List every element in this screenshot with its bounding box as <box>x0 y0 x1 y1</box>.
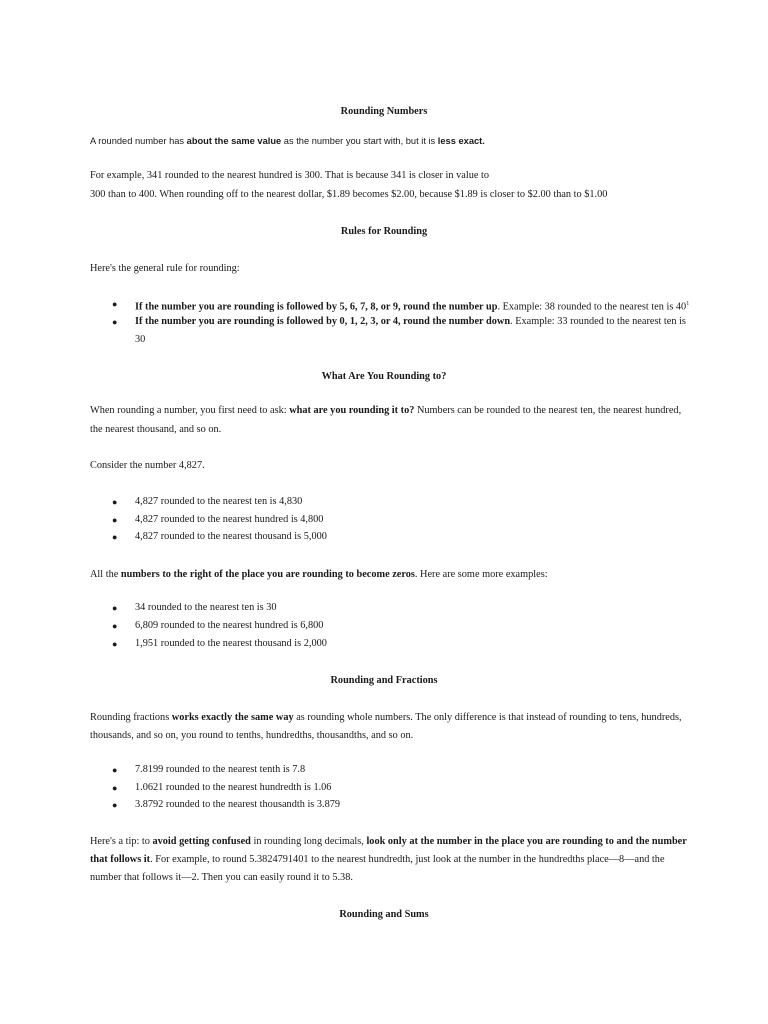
text-run: Here's a tip: to <box>90 836 153 847</box>
text-run: Rounding fractions <box>90 712 172 723</box>
text-run: as the number you start with, but it is <box>281 136 438 146</box>
list-item <box>112 799 341 811</box>
list-item <box>112 764 306 776</box>
bold-text: If the number you are rounding is followed by 0, 1, 2, 3, or 4, round the number down <box>135 316 511 327</box>
text-run: . Example: 33 rounded to the nearest ten is <box>510 316 686 327</box>
footnote-ref: 1 <box>686 301 690 307</box>
text-run: Consider the number 4,827. <box>90 460 205 471</box>
paragraph-line <box>90 836 687 848</box>
paragraph-line <box>90 854 665 866</box>
bold-text: Rounding and Sums <box>339 909 429 920</box>
text-run: number that follows it—2. Then you can easily round it to 5.38. <box>90 872 353 883</box>
text-run: 1.0621 rounded to the nearest hundredth is 1.06 <box>135 782 332 793</box>
text-run: Here's the general rule for rounding: <box>90 263 240 274</box>
bullet-icon: ● <box>112 800 118 810</box>
text-run: A rounded number has <box>90 136 187 146</box>
bold-text: avoid getting confused <box>152 836 251 847</box>
text-run: For example, 341 rounded to the nearest hundred is 300. That is because 341 is closer in value to <box>90 170 490 181</box>
section-heading <box>0 226 768 238</box>
text-run: 4,827 rounded to the nearest thousand is 5,000 <box>135 531 327 542</box>
bold-text: less exact. <box>437 136 485 146</box>
section-heading <box>0 371 768 383</box>
text-run: in rounding long decimals, <box>250 836 367 847</box>
paragraph-line <box>90 424 221 436</box>
text-run: . For example, to round 5.3824791401 to the nearest hundredth, just look at the number in the hundredths place—8—and the <box>150 854 665 865</box>
bold-text: about the same value <box>186 136 282 146</box>
list-item <box>112 531 327 543</box>
bullet-icon: ● <box>112 532 118 542</box>
bold-text: Rounding and Fractions <box>330 675 438 686</box>
text-run: Numbers can be rounded to the nearest ten, the nearest hundred, <box>414 405 682 416</box>
bullet-icon: ● <box>112 515 118 525</box>
paragraph-line <box>90 170 489 182</box>
bullet-icon: ● <box>112 299 118 309</box>
paragraph-line <box>90 263 240 275</box>
paragraph-line <box>90 189 607 201</box>
text-run: All the <box>90 569 121 580</box>
bullet-icon: ● <box>112 783 118 793</box>
paragraph-line <box>90 569 548 581</box>
paragraph-line <box>90 135 485 147</box>
bold-text: What Are You Rounding to? <box>321 371 447 382</box>
bold-text: Rules for Rounding <box>340 226 428 237</box>
paragraph-line <box>90 405 681 417</box>
list-item <box>112 620 324 632</box>
bold-text: If the number you are rounding is followed by 5, 6, 7, 8, or 9, round the number up <box>135 301 498 313</box>
list-item <box>112 514 324 526</box>
list-item <box>112 602 277 614</box>
bullet-icon: ● <box>112 317 118 327</box>
list-item <box>112 316 686 328</box>
text-run: . Here are some more examples: <box>414 569 548 580</box>
list-item <box>112 638 327 650</box>
bullet-icon: ● <box>112 603 118 613</box>
text-run: 4,827 rounded to the nearest hundred is 4,800 <box>135 514 324 525</box>
bold-text: Rounding Numbers <box>340 106 428 117</box>
bold-text: that follows it <box>90 854 151 865</box>
bullet-icon: ● <box>112 621 118 631</box>
paragraph-line <box>90 712 682 724</box>
bold-text: numbers to the right of the place you are rounding to become zeros <box>120 569 415 580</box>
list-item <box>112 496 303 508</box>
list-item <box>112 298 690 313</box>
text-run: When rounding a number, you first need to ask: <box>90 405 290 416</box>
section-heading <box>0 106 768 118</box>
bold-text: works exactly the same way <box>171 712 294 723</box>
text-run: 30 <box>135 334 146 345</box>
paragraph-line <box>90 872 353 884</box>
text-run: 1,951 rounded to the nearest thousand is 2,000 <box>135 638 327 649</box>
text-run: 34 rounded to the nearest ten is 30 <box>135 602 277 613</box>
text-run: 7.8199 rounded to the nearest tenth is 7.8 <box>135 764 306 775</box>
bullet-icon: ● <box>112 639 118 649</box>
paragraph-line <box>90 460 205 472</box>
text-run: 300 than to 400. When rounding off to the nearest dollar, $1.89 becomes $2.00, because $1.89 is closer to $2.00 than to $1.00 <box>90 189 608 200</box>
bold-text: what are you rounding it to? <box>289 405 415 416</box>
text-run: . Example: 38 rounded to the nearest ten is 40 <box>497 301 687 313</box>
paragraph-line <box>135 334 145 346</box>
section-heading <box>0 675 768 687</box>
section-heading <box>0 909 768 921</box>
text-run: 6,809 rounded to the nearest hundred is 6,800 <box>135 620 324 631</box>
bold-text: look only at the number in the place you are rounding to and the number <box>366 836 687 847</box>
text-run: the nearest thousand, and so on. <box>90 424 222 435</box>
bullet-icon: ● <box>112 765 118 775</box>
text-run: thousands, and so on, you round to tenths, hundredths, thousandths, and so on. <box>90 730 414 741</box>
bullet-icon: ● <box>112 497 118 507</box>
text-run: as rounding whole numbers. The only difference is that instead of rounding to tens, hundreds, <box>293 712 682 723</box>
text-run: 4,827 rounded to the nearest ten is 4,830 <box>135 496 303 507</box>
text-run: 3.8792 rounded to the nearest thousandth is 3.879 <box>135 799 341 810</box>
paragraph-line <box>90 730 413 742</box>
list-item <box>112 782 332 794</box>
